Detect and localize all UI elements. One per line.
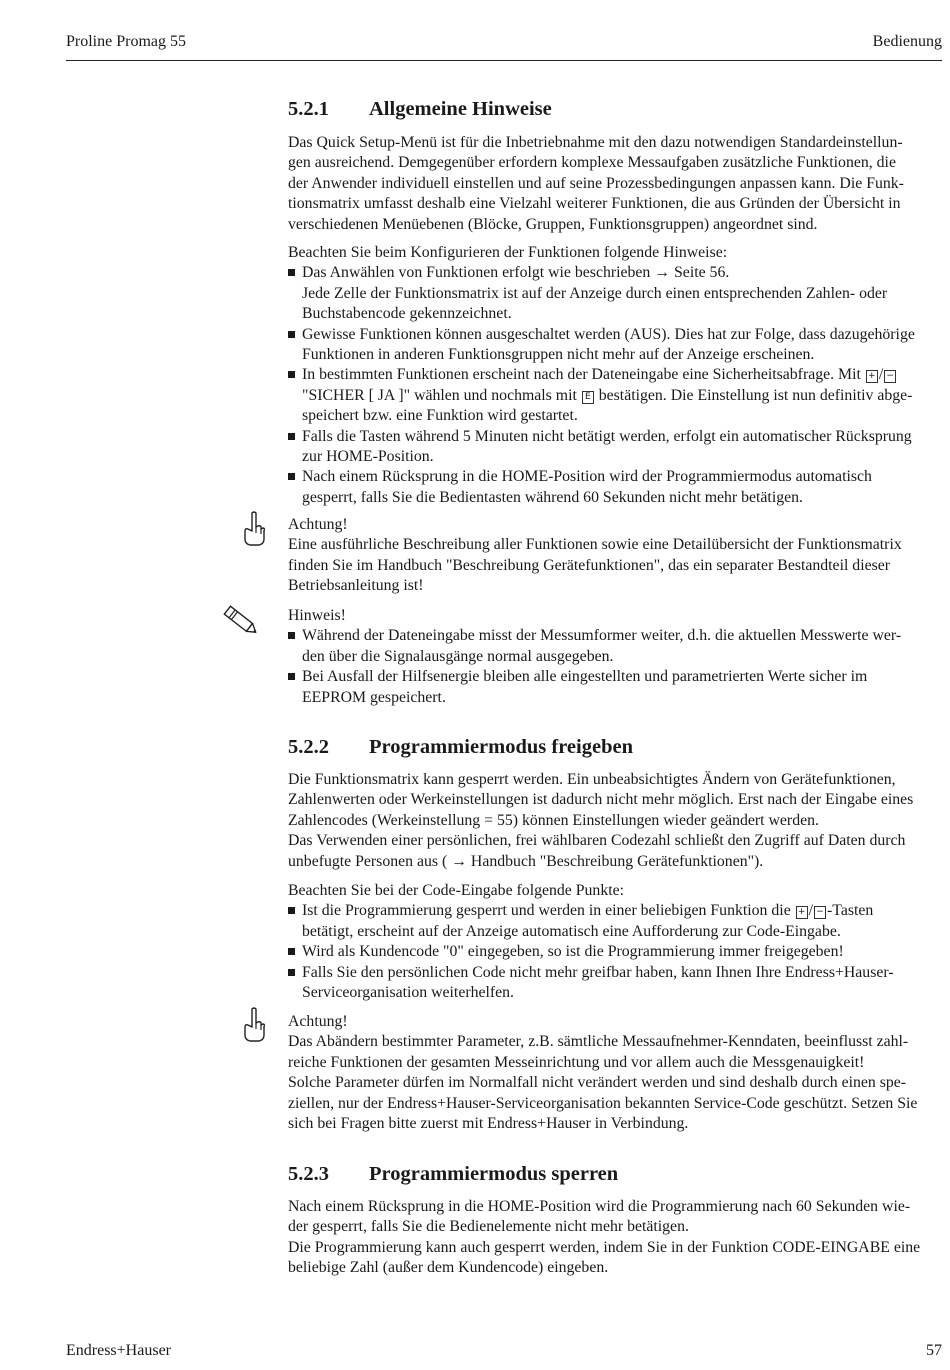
- text-line: Die Programmierung kann auch gesperrt werden, indem Sie in der Funktion CODE-EINGABE eine: [288, 1238, 921, 1256]
- config-hints: [288, 243, 940, 508]
- caution-label: Achtung!: [288, 516, 348, 533]
- bullet-icon: [288, 969, 295, 976]
- text-span: Ist die Programmierung gesperrt und werden in einer beliebigen Funktion die: [302, 902, 791, 920]
- list-item: [288, 901, 940, 942]
- note-pencil-icon: [220, 602, 260, 638]
- text-line: Eine ausführliche Beschreibung aller Funktionen sowie eine Detailübersicht der Funktionsmatrix: [288, 536, 902, 554]
- section-title: Programmiermodus sperren: [369, 1163, 619, 1185]
- bullet-icon: [288, 632, 295, 639]
- list-item: [288, 365, 940, 426]
- text-line: Funktionen in anderen Funktionsgruppen nicht mehr auf der Anzeige erscheinen.: [302, 346, 815, 364]
- slash: /: [878, 366, 884, 384]
- list-intro: Beachten Sie beim Konfigurieren der Funktionen folgende Hinweise:: [288, 244, 728, 261]
- text-line: verschiedenen Menüebenen (Blöcke, Gruppen, Funktionsgruppen) angeordnet sind.: [288, 215, 818, 233]
- text-line: sich bei Fragen bitte zuerst mit Endress+Hauser in Verbindung.: [288, 1115, 689, 1133]
- text-line: EEPROM gespeichert.: [302, 688, 446, 706]
- text-span: In bestimmten Funktionen erscheint nach der Dateneingabe eine Sicherheitsabfrage. Mit: [302, 366, 861, 384]
- section-heading-5-2-1: [288, 98, 552, 121]
- list-item: [288, 667, 940, 708]
- list-item: [288, 963, 940, 1004]
- section-number: 5.2.1: [288, 98, 329, 120]
- text-line: Das Anwählen von Funktionen erfolgt wie beschrieben → Seite 56.: [302, 264, 730, 282]
- caution-box: [288, 1012, 940, 1134]
- text-line: Betriebsanleitung ist!: [288, 577, 424, 595]
- page-number: 57: [926, 1342, 942, 1359]
- caution-hand-icon: [242, 511, 266, 547]
- bullet-icon: [288, 907, 295, 914]
- text-line: beliebige Zahl (außer dem Kundencode) eingeben.: [288, 1259, 609, 1277]
- text-line: gen ausreichend. Demgegenüber erfordern komplexe Messaufgaben zusätzliche Funktionen, die: [288, 154, 896, 172]
- text-line: Zahlencodes (Werkeinstellung = 55) können Einstellungen wieder geändert werden.: [288, 811, 819, 829]
- list-item: [288, 325, 940, 366]
- plus-key-icon: +: [796, 906, 808, 919]
- code-hints: [288, 881, 940, 1003]
- text-line: Die Funktionsmatrix kann gesperrt werden. Ein unbeabsichtigtes Ändern von Gerätefunktionen,: [288, 771, 896, 788]
- list-item: [288, 626, 940, 667]
- minus-key-icon: −: [814, 906, 826, 919]
- section-title: Programmiermodus freigeben: [369, 736, 633, 758]
- minus-key-icon: −: [884, 370, 896, 383]
- text-line: den über die Signalausgänge normal ausgegeben.: [302, 647, 614, 665]
- list-item: [288, 467, 940, 508]
- text-line: zur HOME-Position.: [302, 448, 434, 466]
- enter-key-icon: E: [582, 391, 594, 404]
- paragraph-lock: [288, 770, 940, 872]
- bullet-icon: [288, 948, 295, 955]
- text-line: [302, 386, 940, 406]
- plus-key-icon: +: [866, 370, 878, 383]
- bullet-icon: [288, 673, 295, 680]
- text-line: Bei Ausfall der Hilfsenergie bleiben alle eingestellten und parametrierten Werte sicher im: [302, 668, 868, 686]
- text-line: tionsmatrix umfasst deshalb eine Vielzahl weiterer Funktionen, die aus Gründen der Übersicht in: [288, 195, 901, 213]
- text-line: [302, 365, 940, 385]
- running-header-chapter: Bedienung: [872, 33, 942, 50]
- text-line: gesperrt, falls Sie die Bedientasten während 60 Sekunden nicht mehr betätigen.: [302, 488, 803, 506]
- paragraph-lock-again: [288, 1197, 940, 1279]
- text-line: der Anwender individuell einstellen und auf seine Prozessbedingungen anpassen kann. Die Funk-: [288, 174, 904, 192]
- note-box: [288, 606, 940, 708]
- text-span: -Tasten: [827, 902, 874, 920]
- bullet-icon: [288, 473, 295, 480]
- bullet-icon: [288, 371, 295, 378]
- text-line: der gesperrt, falls Sie die Bedienelemente nicht mehr betätigen.: [288, 1218, 689, 1236]
- text-line: unbefugte Personen aus ( → Handbuch "Beschreibung Gerätefunktionen").: [288, 852, 764, 870]
- section-number: 5.2.3: [288, 1163, 329, 1185]
- text-line: Wird als Kundencode "0" eingegeben, so ist die Programmierung immer freigegeben!: [302, 943, 844, 961]
- text-line: Falls die Tasten während 5 Minuten nicht betätigt werden, erfolgt ein automatischer Rücksprung: [302, 427, 912, 445]
- list-item: [288, 942, 940, 962]
- text-line: Nach einem Rücksprung in die HOME-Position wird der Programmiermodus automatisch: [302, 468, 872, 486]
- bullet-icon: [288, 433, 295, 440]
- footer-brand: Endress+Hauser: [66, 1342, 171, 1359]
- slash: /: [808, 902, 814, 920]
- section-title: Allgemeine Hinweise: [369, 98, 552, 120]
- section-heading-5-2-2: [288, 736, 633, 759]
- caution-hand-icon: [242, 1007, 266, 1043]
- text-line: reiche Funktionen der gesamten Messeinrichtung und vor allem auch die Messgenauigkeit!: [288, 1053, 865, 1071]
- text-line: ziellen, nur der Endress+Hauser-Serviceorganisation bekannten Service-Code geschützt. Setzen Sie: [288, 1094, 918, 1112]
- text-line: [302, 901, 940, 921]
- text-line: finden Sie im Handbuch "Beschreibung Gerätefunktionen", das ein separater Bestandteil dieser: [288, 556, 891, 574]
- caution-label: Achtung!: [288, 1013, 348, 1030]
- text-line: Während der Dateneingabe misst der Messumformer weiter, d.h. die aktuellen Messwerte wer-: [302, 627, 902, 645]
- text-line: Nach einem Rücksprung in die HOME-Position wird die Programmierung nach 60 Sekunden wie-: [288, 1198, 911, 1215]
- text-line: Buchstabencode gekennzeichnet.: [302, 305, 512, 323]
- bullet-icon: [288, 269, 295, 276]
- text-span: "SICHER [ JA ]" wählen und nochmals mit: [302, 386, 577, 404]
- text-line: Das Verwenden einer persönlichen, frei wählbaren Codezahl schließt den Zugriff auf Daten durch: [288, 832, 906, 850]
- text-line: Gewisse Funktionen können ausgeschaltet werden (AUS). Dies hat zur Folge, dass dazugehörige: [302, 325, 915, 343]
- text-line: Serviceorganisation weiterhelfen.: [302, 984, 515, 1002]
- text-line: Das Quick Setup-Menü ist für die Inbetriebnahme mit den dazu notwendigen Standardeinstellun-: [288, 134, 903, 151]
- caution-box: [288, 515, 940, 597]
- text-line: Solche Parameter dürfen im Normalfall nicht verändert werden und sind deshalb durch einen spe-: [288, 1074, 907, 1092]
- text-line: Jede Zelle der Funktionsmatrix ist auf der Anzeige durch einen entsprechenden Zahlen- oder: [302, 284, 888, 302]
- header-rule: [66, 60, 942, 61]
- text-line: betätigt, erscheint auf der Anzeige automatisch eine Aufforderung zur Code-Eingabe.: [302, 922, 841, 940]
- text-line: speichert bzw. eine Funktion wird gestartet.: [302, 407, 578, 425]
- paragraph-intro: [288, 133, 940, 235]
- list-intro: Beachten Sie bei der Code-Eingabe folgende Punkte:: [288, 882, 625, 899]
- text-line: Das Abändern bestimmter Parameter, z.B. sämtliche Messaufnehmer-Kenndaten, beeinflusst zahl-: [288, 1033, 909, 1051]
- section-number: 5.2.2: [288, 736, 329, 758]
- text-span: bestätigen. Die Einstellung ist nun definitiv abge-: [598, 386, 913, 404]
- bullet-icon: [288, 331, 295, 338]
- note-label: Hinweis!: [288, 607, 346, 624]
- text-line: Zahlenwerten oder Werkeinstellungen ist dadurch nicht mehr möglich. Erst nach der Eingabe eines: [288, 791, 914, 809]
- list-item: [288, 427, 940, 468]
- running-header-title: Proline Promag 55: [66, 33, 186, 50]
- text-line: Falls Sie den persönlichen Code nicht mehr greifbar haben, kann Ihnen Ihre Endress+Hauser-: [302, 963, 894, 981]
- section-heading-5-2-3: [288, 1163, 618, 1186]
- list-item: [288, 263, 940, 324]
